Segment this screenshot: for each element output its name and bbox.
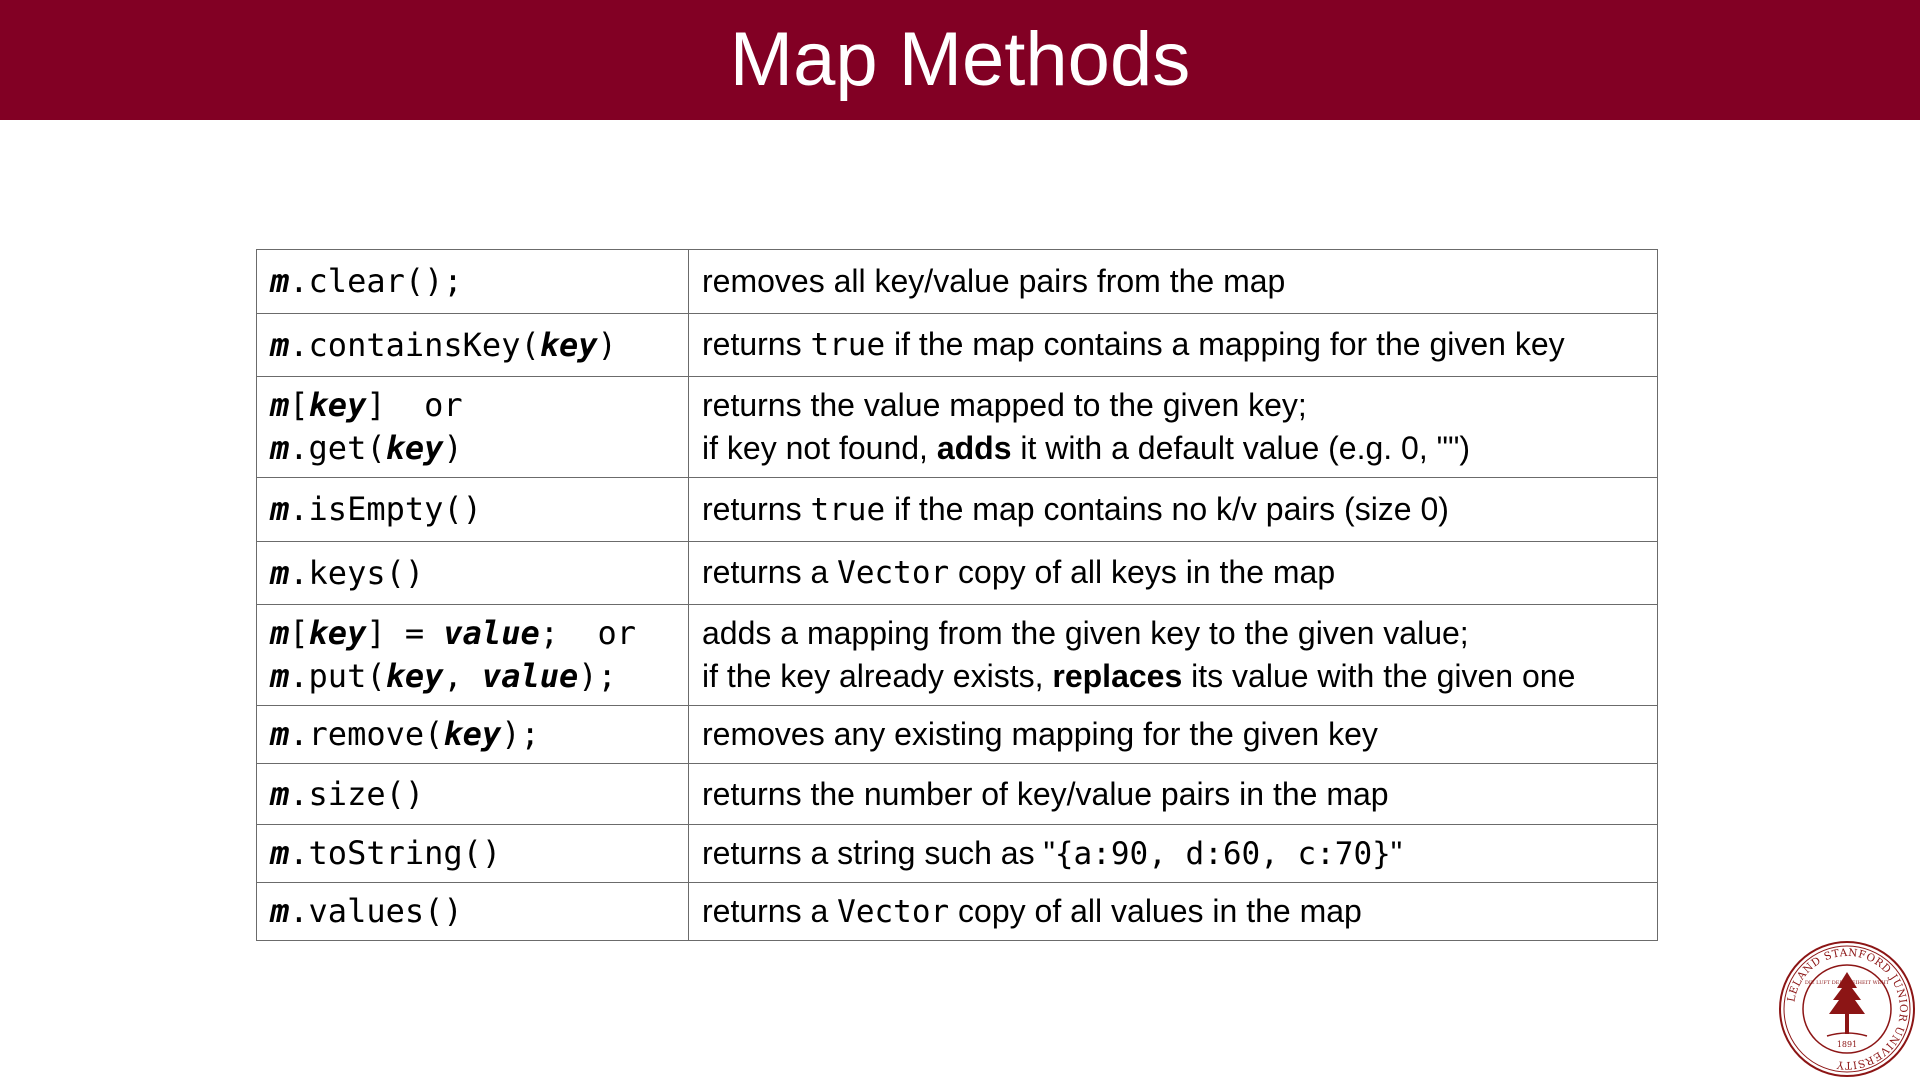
signature-text: m (270, 834, 290, 872)
signature-text: , (443, 657, 482, 695)
description-text: if key not found, (702, 430, 937, 466)
description-text: it with a default value (e.g. 0, "") (1011, 430, 1470, 466)
method-signature-cell (257, 542, 689, 605)
method-signature-cell (257, 825, 689, 883)
method-signature-cell (257, 314, 689, 377)
signature-text: .size() (289, 774, 425, 813)
signature-text: ; (539, 614, 598, 652)
description-text: adds a mapping from the given key to the given value; (702, 615, 1469, 651)
table-row (257, 706, 1658, 764)
description-text: returns the number of key/value pairs in the map (702, 775, 1389, 812)
signature-text: key (539, 325, 598, 364)
method-signature-cell (257, 883, 689, 941)
signature-text: .keys() (289, 553, 425, 592)
signature-text: m (270, 715, 290, 753)
description-text: returns (702, 326, 811, 362)
method-description-cell (689, 542, 1658, 605)
method-signature-cell (257, 250, 689, 314)
signature-text: ) (597, 325, 617, 364)
description-text: replaces (1052, 658, 1183, 694)
methods-table (256, 249, 1658, 941)
signature-text: .containsKey( (289, 325, 540, 364)
method-signature-cell (257, 605, 689, 706)
description-text: if the map contains no k/v pairs (size 0) (885, 490, 1449, 527)
signature-text: value (443, 614, 540, 652)
description-text: returns a (702, 554, 838, 590)
signature-text: .put( (289, 657, 386, 695)
signature-text: .remove( (289, 715, 444, 753)
method-description-cell (689, 478, 1658, 542)
table-row (257, 542, 1658, 605)
method-description-cell (689, 706, 1658, 764)
description-text: Vector (837, 555, 950, 591)
signature-text: ) (443, 429, 463, 467)
description-text: true (810, 327, 886, 363)
description-text: removes all key/value pairs from the map (702, 263, 1286, 299)
signature-text: key (385, 429, 444, 467)
method-description-cell (689, 377, 1658, 478)
title-bar (0, 0, 1920, 120)
description-text: returns a string such as " (702, 834, 1055, 871)
method-signature-cell (257, 764, 689, 825)
description-text: removes any existing mapping for the given key (702, 716, 1378, 752)
method-description-cell (689, 825, 1658, 883)
description-text: returns a (702, 892, 838, 929)
signature-text: m (270, 553, 290, 592)
signature-text: ] (366, 386, 425, 424)
slide-title: Map Methods (729, 17, 1191, 102)
method-description-cell (689, 314, 1658, 377)
description-text: returns (702, 490, 811, 527)
description-text: copy of all values in the map (949, 892, 1362, 929)
signature-text: or (424, 386, 463, 424)
signature-text: m (270, 614, 290, 652)
signature-text: .clear(); (289, 262, 463, 300)
description-text: adds (936, 430, 1012, 466)
method-signature-cell (257, 706, 689, 764)
signature-text: [ (289, 386, 309, 424)
table-row (257, 605, 1658, 706)
method-description-cell (689, 250, 1658, 314)
table-row (257, 764, 1658, 825)
signature-text: m (270, 325, 290, 364)
signature-text: m (270, 262, 290, 300)
university-seal (1777, 940, 1917, 1078)
signature-text: .values() (289, 892, 463, 930)
seal-ring-text: LELAND STANFORD JUNIOR UNIVERSITY (1785, 946, 1910, 1072)
table-row (257, 250, 1658, 314)
description-text: copy of all keys in the map (949, 554, 1336, 590)
signature-text: ); (501, 715, 540, 753)
signature-text: value (481, 657, 579, 695)
method-signature-cell (257, 478, 689, 542)
description-text: " (1390, 834, 1403, 871)
table-row (257, 478, 1658, 542)
method-description-cell (689, 883, 1658, 941)
signature-text: m (270, 657, 290, 695)
seal-motto: DIE LUFT DER FREIHEIT WEHT (1804, 980, 1890, 986)
signature-text: ); (578, 657, 617, 695)
table-row (257, 825, 1658, 883)
seal-year: 1891 (1836, 1040, 1858, 1049)
table-row (257, 883, 1658, 941)
method-description-cell (689, 605, 1658, 706)
table-row (257, 314, 1658, 377)
signature-text: m (270, 490, 290, 528)
method-signature-cell (257, 377, 689, 478)
description-text: true (810, 491, 886, 528)
description-text: {a:90, d:60, c:70} (1054, 835, 1391, 872)
signature-text: [ (289, 614, 309, 652)
signature-text: .get( (289, 429, 386, 467)
signature-text: ] = (366, 614, 444, 652)
description-text: its value with the given one (1182, 658, 1576, 694)
methods-table-body (257, 250, 1658, 941)
method-description-cell (689, 764, 1658, 825)
signature-text: key (385, 657, 444, 695)
signature-text: m (270, 774, 290, 813)
signature-text: key (308, 386, 367, 424)
signature-text: key (443, 715, 502, 753)
signature-text: m (270, 429, 290, 467)
description-text: if the key already exists, (702, 658, 1053, 694)
description-text: Vector (837, 893, 950, 930)
signature-text: .isEmpty() (289, 490, 482, 528)
signature-text: or (597, 614, 637, 652)
table-row (257, 377, 1658, 478)
description-text: if the map contains a mapping for the given key (885, 326, 1565, 362)
signature-text: m (270, 892, 290, 930)
description-text: returns the value mapped to the given key; (702, 387, 1307, 423)
signature-text: key (308, 614, 367, 652)
signature-text: m (270, 386, 290, 424)
signature-text: .toString() (289, 834, 502, 872)
